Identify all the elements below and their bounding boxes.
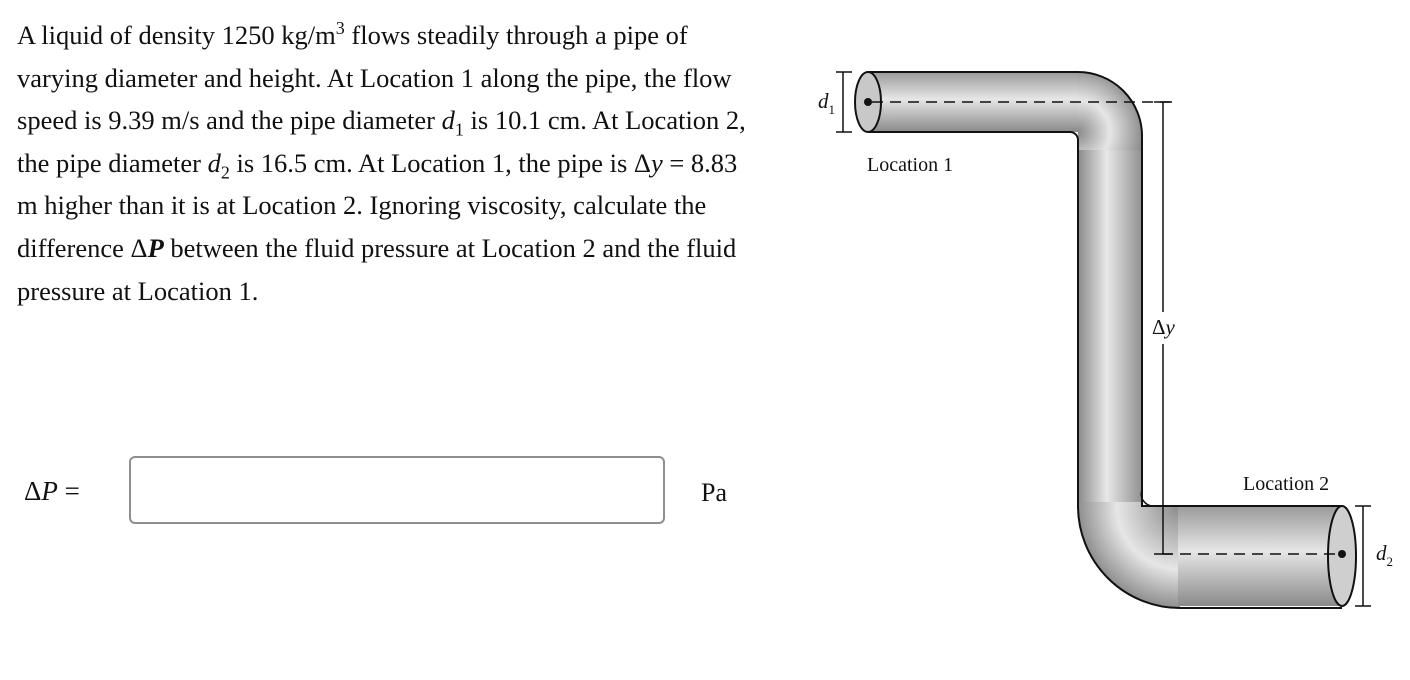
problem-text-3: is 16.5 cm. At Location 1, the pipe is xyxy=(229,147,634,178)
d2-subscript: 2 xyxy=(220,162,230,183)
pipe-lower-segment xyxy=(1178,506,1342,606)
answer-label-equals: = xyxy=(57,476,80,506)
pipe-diagram xyxy=(800,50,1400,630)
d1-variable: d xyxy=(441,105,455,136)
answer-label-variable: P xyxy=(41,476,58,506)
center-dot-1 xyxy=(864,98,872,106)
dy-variable: y xyxy=(650,147,663,178)
dy-label: Δy xyxy=(1152,315,1175,339)
d1-subscript: 1 xyxy=(454,119,464,140)
d2-label: $d_2$ xyxy=(1376,541,1393,569)
location-1-label: Location 1 xyxy=(867,154,954,176)
pipe-vertical-segment xyxy=(1078,150,1142,508)
center-dot-2 xyxy=(1338,550,1346,558)
answer-label-delta: Δ xyxy=(24,476,42,506)
problem-text-1: A liquid of density 1250 kg/m xyxy=(17,20,336,50)
answer-label xyxy=(24,475,80,507)
pipe-lower-elbow xyxy=(1078,502,1180,608)
problem-statement xyxy=(17,14,747,312)
answer-unit: Pa xyxy=(701,478,727,507)
pressure-difference-input[interactable] xyxy=(129,456,665,524)
dy-delta: Δ xyxy=(633,147,651,178)
density-exponent: 3 xyxy=(335,18,345,39)
location-2-label: Location 2 xyxy=(1243,473,1330,495)
problem-text-1b: flows steadily through a pipe of varying diameter and height. At Location 1 along the pipe, the flow speed is 9.39 m/s and the pipe diameter xyxy=(17,20,732,136)
dp-delta: Δ xyxy=(130,232,148,263)
d2-variable: d xyxy=(207,147,221,178)
problem-text-5: between the fluid pressure at Location 2 and the fluid pressure at Location 1. xyxy=(17,232,737,306)
pipe-upper-elbow xyxy=(1078,72,1142,154)
pipe-inner-corner xyxy=(1141,490,1154,506)
answer-row xyxy=(0,455,760,525)
problem-text-2: is 10.1 cm. At Location 2, the pipe diameter xyxy=(17,105,746,178)
problem-text-4: higher than it is at Location 2. Ignoring viscosity, calculate the difference xyxy=(17,190,707,263)
d1-label: $d_1$ xyxy=(818,89,835,117)
dp-variable: P xyxy=(147,232,164,263)
dy-value: = 8.83 m xyxy=(17,147,738,221)
